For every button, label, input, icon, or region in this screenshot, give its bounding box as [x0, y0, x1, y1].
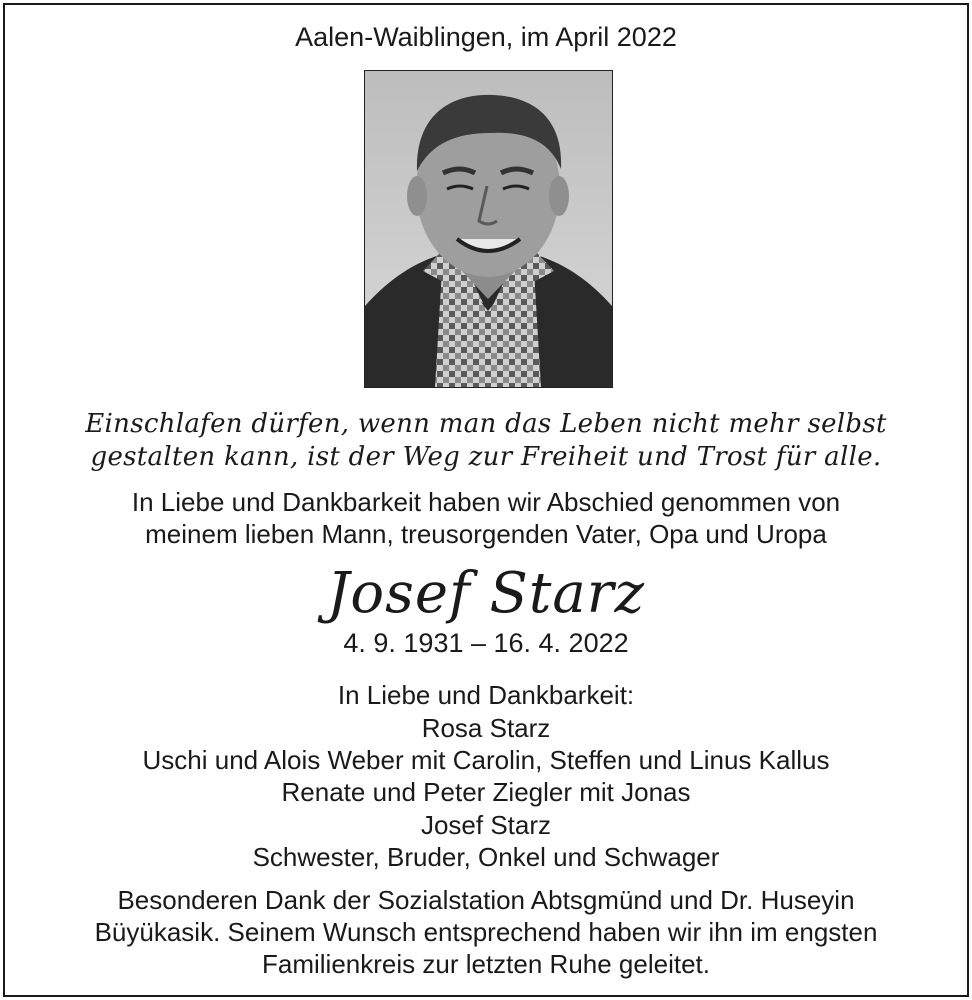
thanks-line-2: Büyükasik. Seinem Wunsch entsprechend haben wir ihn im engsten [94, 917, 878, 947]
intro-line-1: In Liebe und Dankbarkeit haben wir Abschied genommen von [131, 487, 841, 517]
family-member: Josef Starz [420, 810, 552, 840]
family-member: Renate und Peter Ziegler mit Jonas [281, 777, 691, 807]
thanks-line-1: Besonderen Dank der Sozialstation Abtsgmünd und Dr. Huseyin [117, 885, 855, 915]
obituary-notice [3, 3, 969, 997]
thanks-line-3: Familienkreis zur letzten Ruhe geleitet. [262, 949, 710, 979]
quote-line-2: gestalten kann, ist der Weg zur Freiheit und Trost für alle. [90, 442, 882, 472]
portrait-photo [364, 70, 613, 388]
family-heading: In Liebe und Dankbarkeit: [337, 680, 635, 710]
family-member: Schwester, Bruder, Onkel und Schwager [252, 842, 720, 872]
place-date: Aalen-Waiblingen, im April 2022 [295, 22, 677, 52]
life-dates: 4. 9. 1931 – 16. 4. 2022 [343, 628, 629, 658]
intro-line-2: meinem lieben Mann, treusorgenden Vater, Opa und Uropa [145, 519, 827, 549]
family-member: Rosa Starz [421, 713, 551, 743]
portrait-icon [365, 71, 612, 387]
quote-line-1: Einschlafen dürfen, wenn man das Leben nicht mehr selbst [85, 409, 887, 439]
family-member: Uschi und Alois Weber mit Carolin, Steffen und Linus Kallus [142, 745, 830, 775]
deceased-name: Josef Starz [326, 561, 646, 626]
